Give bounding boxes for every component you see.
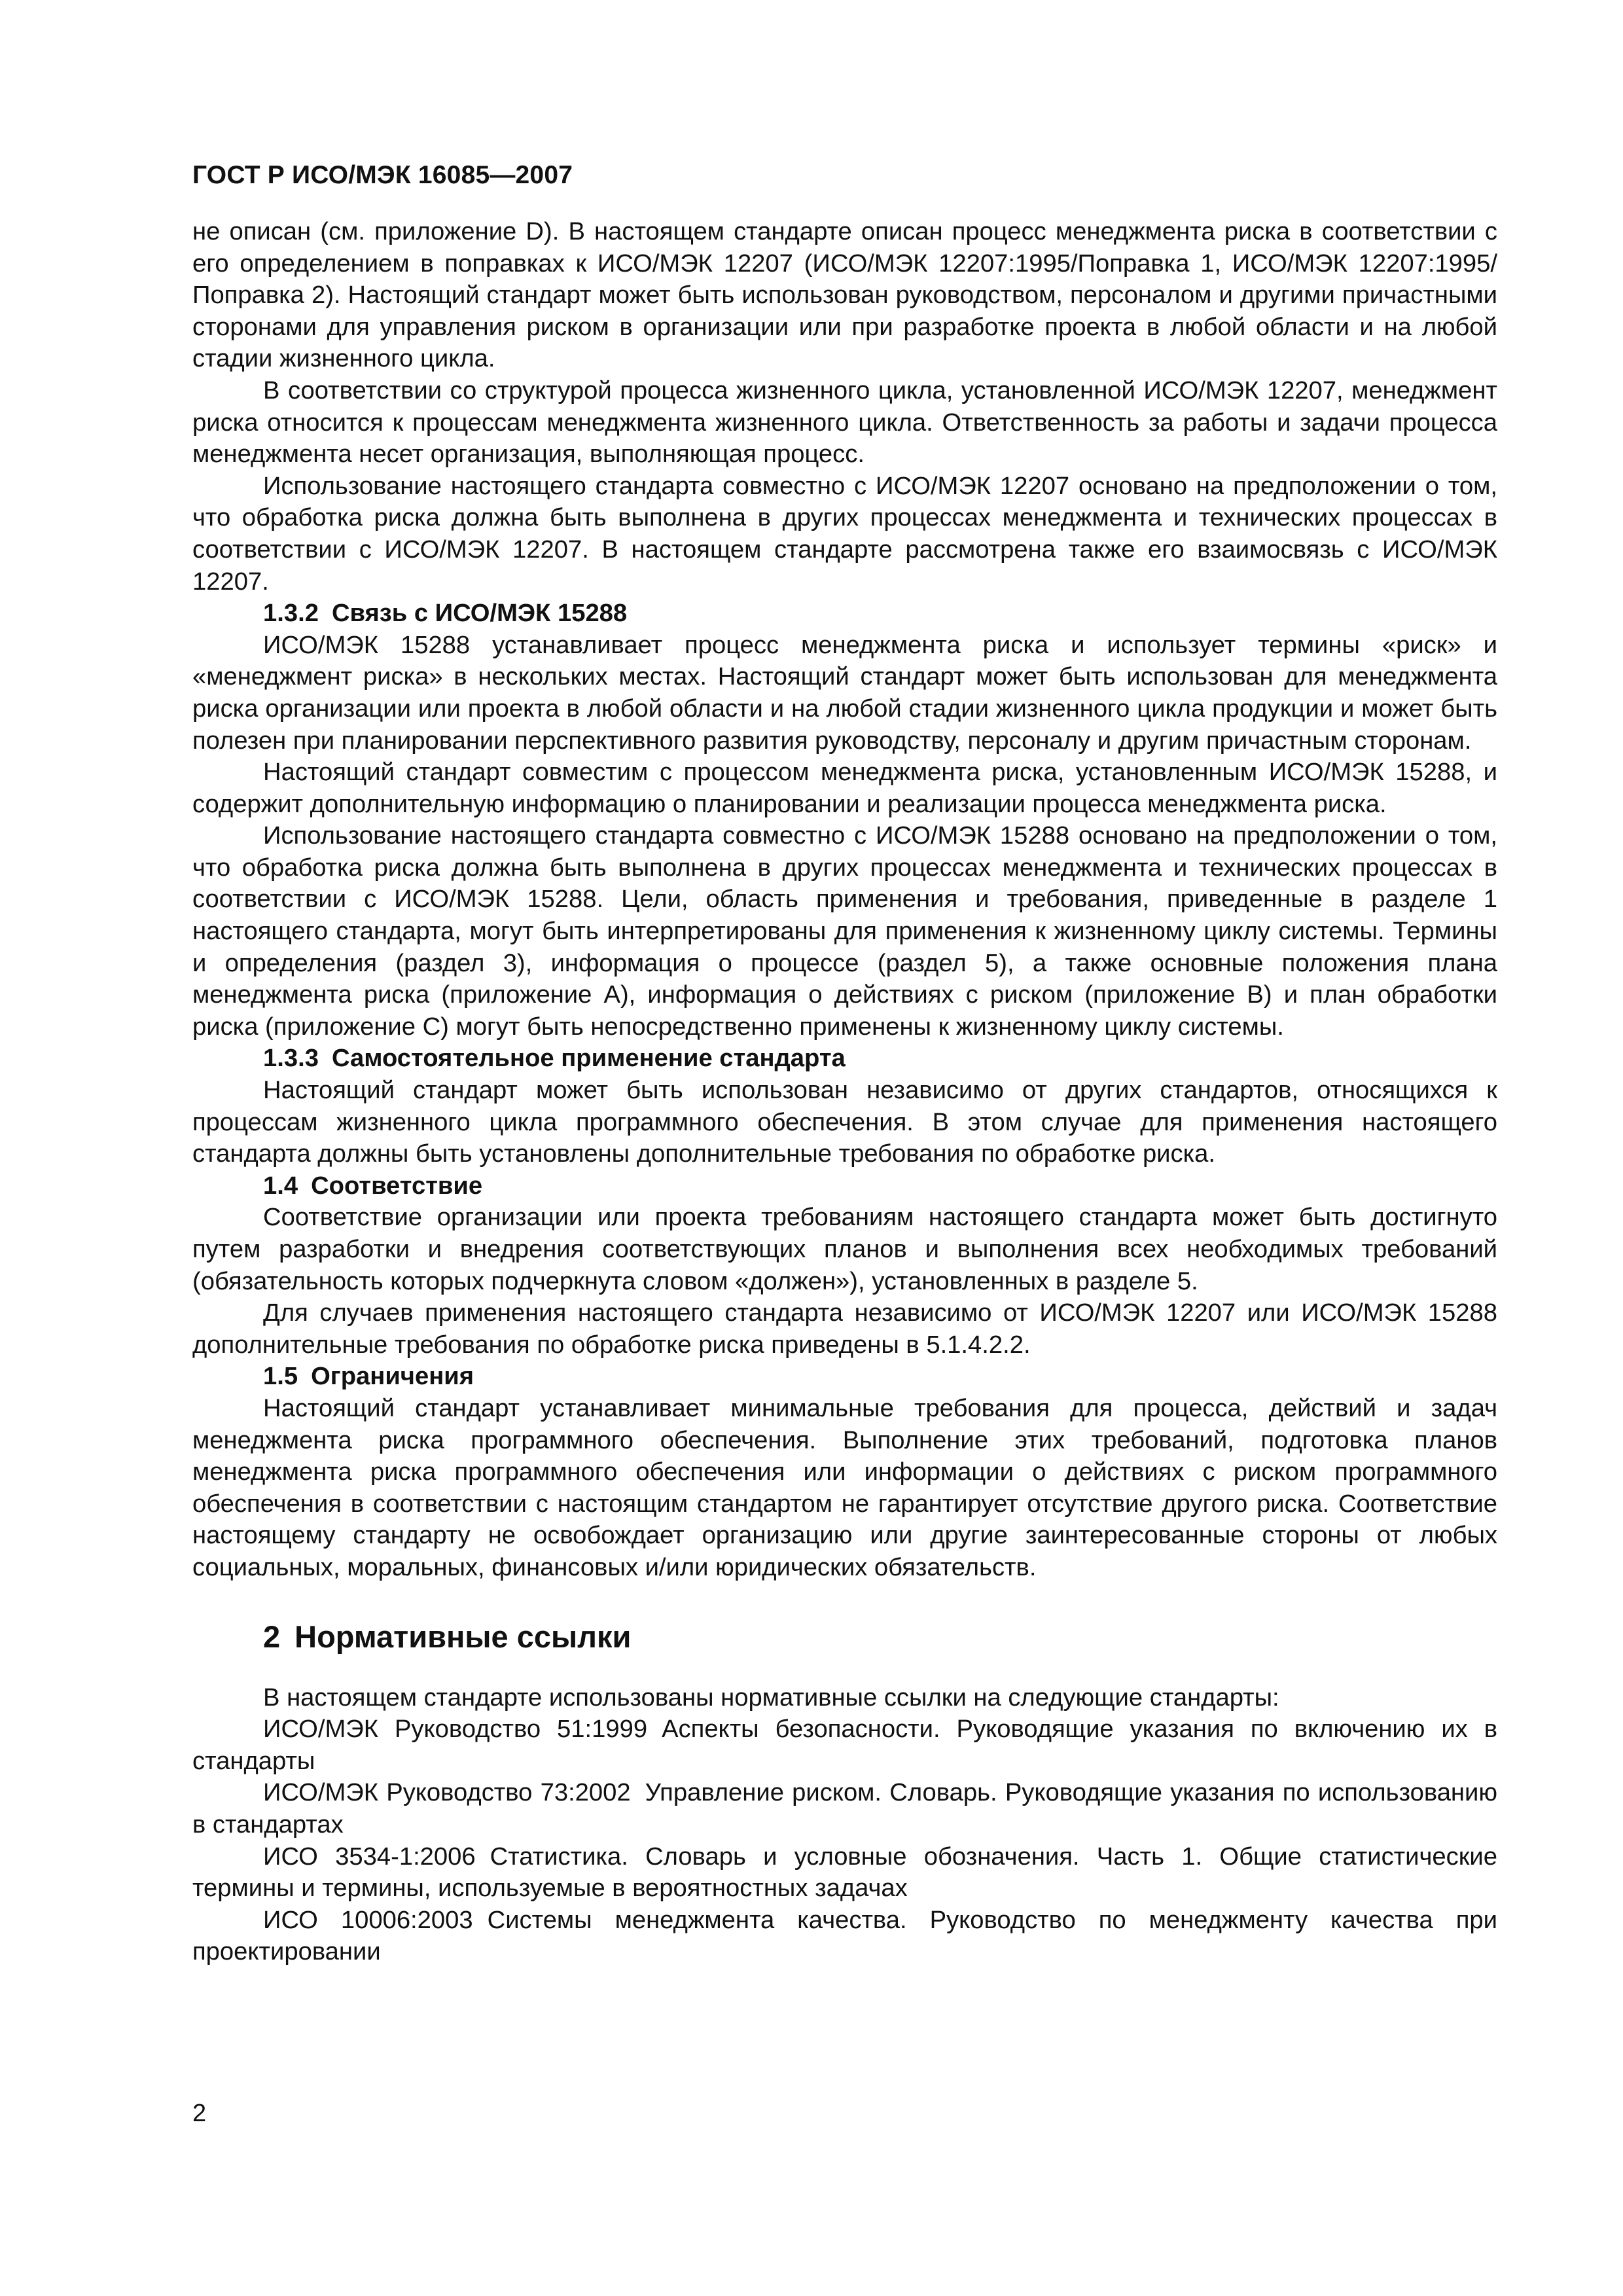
document-header: ГОСТ Р ИСО/МЭК 16085—2007 bbox=[192, 161, 573, 189]
reference-title: Системы менеджмента качества. Руководство по менеджменту качества при проектировании bbox=[192, 1905, 1497, 1966]
reference-code: ИСО 10006:2003 bbox=[263, 1905, 473, 1934]
section-title: Нормативные ссылки bbox=[294, 1619, 632, 1654]
subsection-heading-1-3-2 bbox=[192, 598, 1497, 630]
paragraph: Настоящий стандарт устанавливает минимальные требования для процесса, действий и задач менеджмента риска программного обеспечения. Выполнение этих требований, подготовка планов менеджмента риска программного обеспечения или информации о действиях с риском программного обеспечения в соответствии с настоящим стандартом не гарантирует отсутствие другого риска. Соответствие настоящему стандарту не освобождает организацию или другие заинтересованные стороны от любых социальных, моральных, финансовых и/или юридических обязательств. bbox=[192, 1393, 1497, 1581]
subsection-title: Связь с ИСО/МЭК 15288 bbox=[331, 599, 628, 628]
normative-reference bbox=[192, 1841, 1497, 1905]
page-content bbox=[192, 216, 1497, 1968]
reference-code: ИСО/МЭК Руководство 51:1999 bbox=[263, 1715, 648, 1744]
paragraph: Настоящий стандарт может быть использован независимо от других стандартов, относящихся к процессам жизненного цикла программного обеспечения. В этом случае для применения настоящего стандарта должны быть установлены дополнительные требования по обработке риска. bbox=[192, 1076, 1497, 1168]
subsection-number: 1.4 bbox=[263, 1171, 298, 1200]
normative-reference bbox=[192, 1713, 1497, 1777]
reference-title: Статистика. Словарь и условные обозначения. Часть 1. Общие статистические термины и термины, используемые в вероятностных задачах bbox=[192, 1842, 1497, 1903]
paragraph: Использование настоящего стандарта совместно с ИСО/МЭК 12207 основано на предположении о том, что обработка риска должна быть выполнена в других процессах менеджмента и технических процессах в соответствии с ИСО/МЭК 12207. В настоящем стандарте рассмотрена также его взаимосвязь с ИСО/МЭК 12207. bbox=[192, 471, 1497, 596]
section-heading-2 bbox=[192, 1618, 1497, 1656]
subsection-number: 1.3.3 bbox=[263, 1044, 319, 1073]
paragraph: не описан (см. приложение D). В настоящем стандарте описан процесс менеджмента риска в соответствии с его определением в поправках к ИСО/МЭК 12207 (ИСО/МЭК 12207:1995/Поправка 1, ИСО/МЭК 12207:1995/Поправка 2). Настоящий стандарт может быть использован руководством, персоналом и другими причастными сторонами для управления риском в организации или при разработке проекта в любой области и на любой стадии жизненного цикла. bbox=[192, 217, 1497, 373]
reference-code: ИСО/МЭК Руководство 73:2002 bbox=[263, 1778, 631, 1807]
subsection-number: 1.5 bbox=[263, 1362, 298, 1391]
page-number: 2 bbox=[192, 2100, 207, 2127]
subsection-title: Соответствие bbox=[311, 1171, 483, 1200]
normative-reference bbox=[192, 1777, 1497, 1840]
paragraph: Соответствие организации или проекта требованиям настоящего стандарта может быть достигнуто путем разработки и внедрения соответствующих планов и выполнения всех необходимых требований (обязательность которых подчеркнута словом «должен»), установленных в разделе 5. bbox=[192, 1203, 1497, 1295]
paragraph: Использование настоящего стандарта совместно с ИСО/МЭК 15288 основано на предположении о том, что обработка риска должна быть выполнена в других процессах менеджмента и технических процессах в соответствии с ИСО/МЭК 15288. Цели, область применения и требования, приведенные в разделе 1 настоящего стандарта, могут быть интерпретированы для применения к жизненному циклу системы. Термины и определения (раздел 3), информация о процессе (раздел 5), а также основные положения плана менеджмента риска (приложение А), информация о действиях с риском (приложение В) и план обработки риска (приложение С) могут быть непосредственно применены к жизненному циклу системы. bbox=[192, 821, 1497, 1041]
paragraph: В настоящем стандарте использованы нормативные ссылки на следующие стандарты: bbox=[263, 1683, 1279, 1712]
subsection-heading-1-5 bbox=[192, 1361, 1497, 1393]
subsection-heading-1-3-3 bbox=[192, 1043, 1497, 1075]
paragraph: ИСО/МЭК 15288 устанавливает процесс менеджмента риска и использует термины «риск» и «менеджмент риска» в нескольких местах. Настоящий стандарт может быть использован для менеджмента риска организации или проекта в любой области и на любой стадии жизненного цикла продукции и может быть полезен при планировании перспективного развития руководству, персоналу и другим причастным сторонам. bbox=[192, 630, 1497, 755]
reference-title: Аспекты безопасности. Руководящие указания по включению их в стандарты bbox=[192, 1715, 1497, 1775]
normative-reference bbox=[192, 1905, 1497, 1968]
subsection-title: Самостоятельное применение стандарта bbox=[331, 1044, 846, 1073]
subsection-heading-1-4 bbox=[192, 1170, 1497, 1202]
subsection-number: 1.3.2 bbox=[263, 599, 319, 628]
subsection-title: Ограничения bbox=[311, 1362, 474, 1391]
paragraph: В соответствии со структурой процесса жизненного цикла, установленной ИСО/МЭК 12207, менеджмент риска относится к процессам менеджмента жизненного цикла. Ответственность за работы и задачи процесса менеджмента несет организация, выполняющая процесс. bbox=[192, 376, 1497, 469]
reference-code: ИСО 3534-1:2006 bbox=[263, 1842, 476, 1871]
paragraph: Настоящий стандарт совместим с процессом менеджмента риска, установленным ИСО/МЭК 15288, и содержит дополнительную информацию о планировании и реализации процесса менеджмента риска. bbox=[192, 758, 1497, 818]
paragraph: Для случаев применения настоящего стандарта независимо от ИСО/МЭК 12207 или ИСО/МЭК 15288 дополнительные требования по обработке риска приведены в 5.1.4.2.2. bbox=[192, 1299, 1497, 1359]
reference-title: Управление риском. Словарь. Руководящие указания по использованию в стандартах bbox=[192, 1778, 1497, 1839]
section-number: 2 bbox=[263, 1619, 281, 1654]
